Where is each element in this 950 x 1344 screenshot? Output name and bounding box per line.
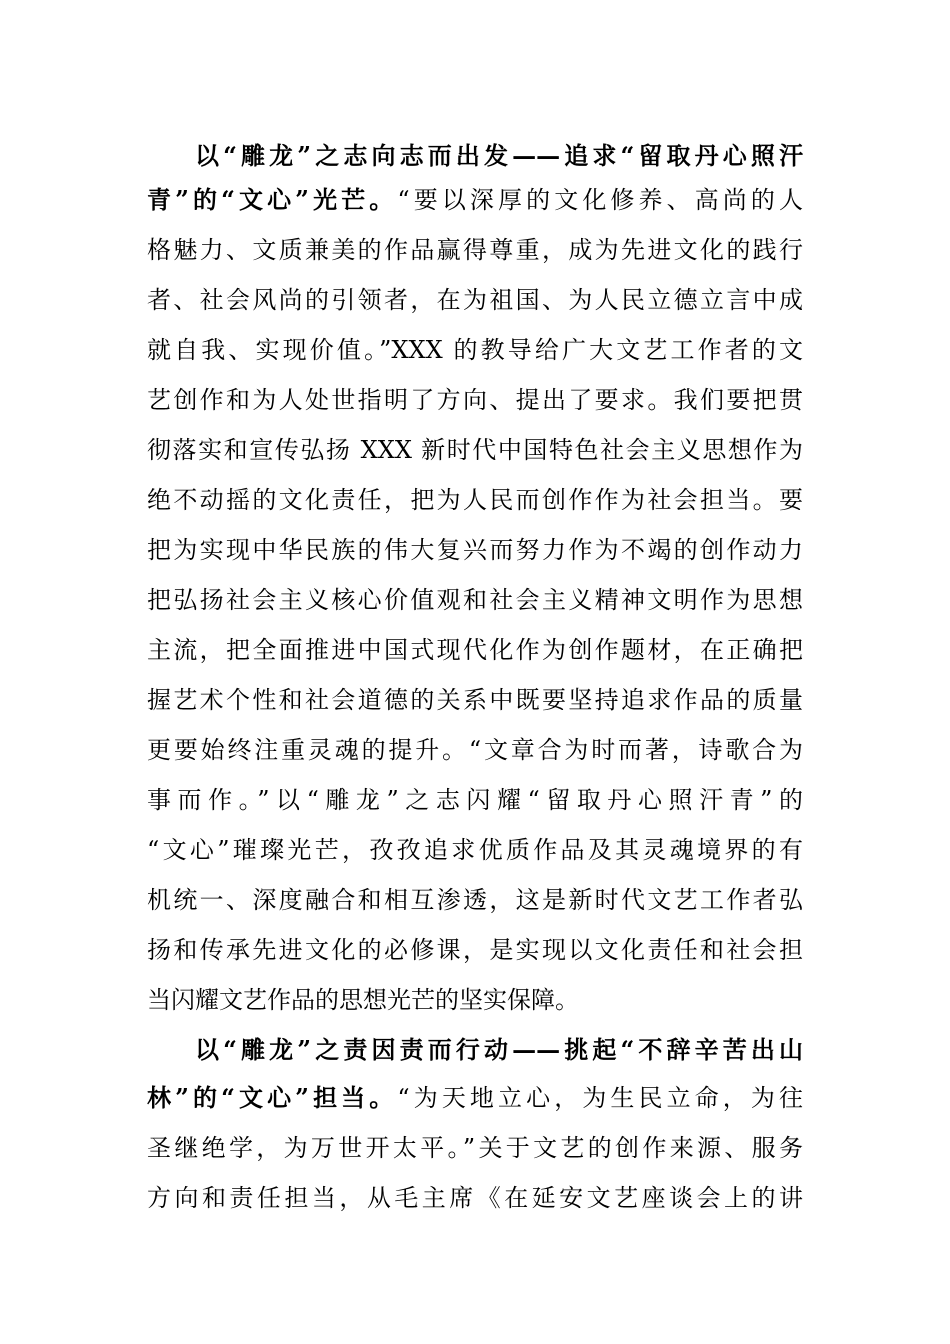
paragraph-1-line-12: 握艺术个性和社会道德的关系中既要坚持追求作品的质量 bbox=[147, 686, 803, 714]
paragraph-1-line-13: 更要始终注重灵魂的提升。“文章合为时而著，诗歌合为 bbox=[147, 736, 803, 764]
paragraph-1-line-14: 事而作。”以“雕龙”之志闪耀“留取丹心照汗青”的 bbox=[147, 786, 803, 814]
paragraph-1-line-2 bbox=[147, 180, 803, 220]
paragraph-1-line-16: 机统一、深度融合和相互渗透，这是新时代文艺工作者弘 bbox=[147, 886, 803, 914]
paragraph-1-line-7: 彻落实和宣传弘扬 XXX 新时代中国特色社会主义思想作为 bbox=[147, 436, 803, 464]
paragraph-2-body-line-2: “为天地立心，为生民立命，为往 bbox=[397, 1084, 803, 1112]
paragraph-2-line-3: 圣继绝学，为万世开太平。”关于文艺的创作来源、服务 bbox=[147, 1134, 803, 1162]
paragraph-1-line-8: 绝不动摇的文化责任，把为人民而创作作为社会担当。要 bbox=[147, 486, 803, 514]
paragraph-1-line-4: 者、社会风尚的引领者，在为祖国、为人民立德立言中成 bbox=[147, 286, 803, 314]
paragraph-1-line-6: 艺创作和为人处世指明了方向、提出了要求。我们要把贯 bbox=[147, 386, 803, 414]
paragraph-2-line-2 bbox=[147, 1078, 803, 1118]
paragraph-2-line-4: 方向和责任担当，从毛主席《在延安文艺座谈会上的讲 bbox=[147, 1184, 803, 1212]
paragraph-1-line-15: “文心”璀璨光芒，孜孜追求优质作品及其灵魂境界的有 bbox=[147, 836, 803, 864]
paragraph-1-line-3: 格魅力、文质兼美的作品赢得尊重，成为先进文化的践行 bbox=[147, 236, 803, 264]
paragraph-1-line-9: 把为实现中华民族的伟大复兴而努力作为不竭的创作动力 bbox=[147, 536, 803, 564]
paragraph-2-heading-line-1: 以“雕龙”之责因责而行动——挑起“不辞辛苦出山 bbox=[195, 1035, 803, 1064]
paragraph-1-heading-line-2: 青”的“文心”光芒。 bbox=[147, 185, 398, 214]
paragraph-1-body-line-2: “要以深厚的文化修养、高尚的人 bbox=[397, 186, 803, 214]
paragraph-1-line-17: 扬和传承先进文化的必修课，是实现以文化责任和社会担 bbox=[147, 936, 803, 964]
paragraph-1-line-18: 当闪耀文艺作品的思想光芒的坚实保障。 bbox=[147, 986, 579, 1014]
paragraph-2-heading-line-2: 林”的“文心”担当。 bbox=[147, 1083, 398, 1112]
paragraph-1-heading-line-1: 以“雕龙”之志向志而出发——追求“留取丹心照汗 bbox=[195, 141, 803, 170]
paragraph-1-line-11: 主流，把全面推进中国式现代化作为创作题材，在正确把 bbox=[147, 636, 803, 664]
paragraph-1-line-10: 把弘扬社会主义核心价值观和社会主义精神文明作为思想 bbox=[147, 586, 803, 614]
paragraph-1-line-5: 就自我、实现价值。”XXX 的教导给广大文艺工作者的文 bbox=[147, 336, 803, 364]
